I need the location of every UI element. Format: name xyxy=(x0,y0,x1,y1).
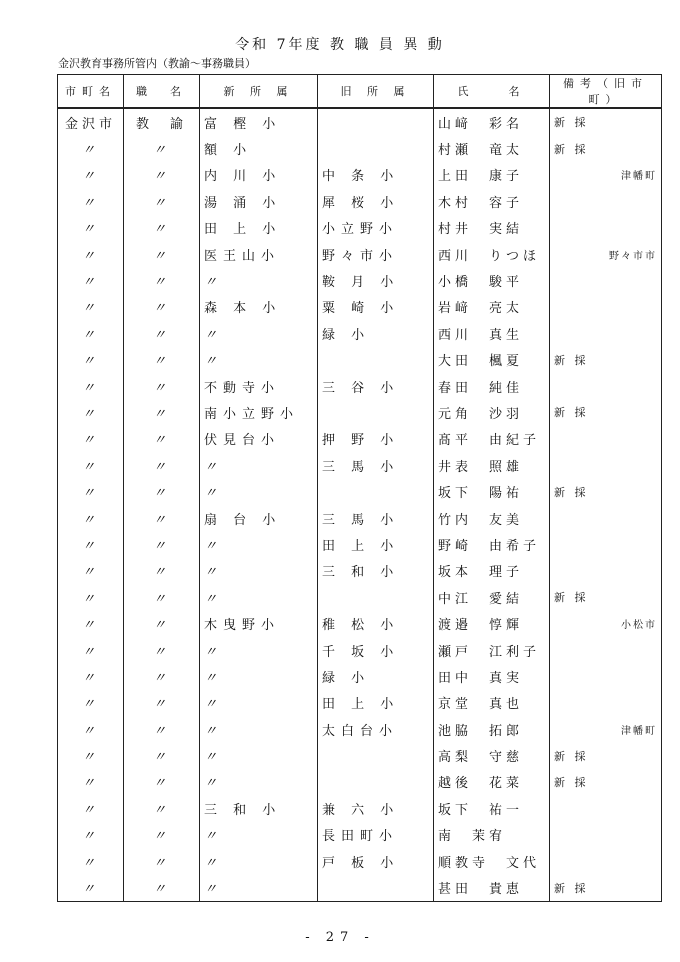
cell-name: 京堂 真也 xyxy=(434,690,550,716)
cell-position: 〃 xyxy=(124,215,200,241)
cell-position: 〃 xyxy=(124,347,200,373)
cell-city: 〃 xyxy=(58,215,124,241)
cell-note xyxy=(550,848,662,874)
cell-new-dept: 〃 xyxy=(200,690,318,716)
cell-city: 〃 xyxy=(58,188,124,214)
cell-city: 〃 xyxy=(58,584,124,610)
cell-city: 〃 xyxy=(58,373,124,399)
cell-new-dept: 〃 xyxy=(200,663,318,689)
cell-city: 〃 xyxy=(58,426,124,452)
cell-position: 〃 xyxy=(124,769,200,795)
cell-city: 〃 xyxy=(58,874,124,901)
cell-name: 池脇 拓郎 xyxy=(434,716,550,742)
cell-new-dept: 木曳野小 xyxy=(200,610,318,636)
cell-city: 〃 xyxy=(58,769,124,795)
table-row xyxy=(58,108,662,135)
cell-position: 〃 xyxy=(124,188,200,214)
cell-new-dept: 額 小 xyxy=(200,135,318,161)
cell-city: 〃 xyxy=(58,795,124,821)
table-row xyxy=(58,241,662,267)
cell-position: 〃 xyxy=(124,294,200,320)
cell-name: 大田 楓夏 xyxy=(434,347,550,373)
cell-name: 西川 りつほ xyxy=(434,241,550,267)
cell-note xyxy=(550,584,662,610)
table-row xyxy=(58,135,662,161)
cell-old-dept: 三 和 小 xyxy=(318,558,434,584)
cell-note xyxy=(550,874,662,901)
table-row xyxy=(58,215,662,241)
cell-name: 髙平 由紀子 xyxy=(434,426,550,452)
cell-city: 〃 xyxy=(58,347,124,373)
cell-old-dept xyxy=(318,742,434,768)
cell-name: 中江 愛結 xyxy=(434,584,550,610)
cell-position: 〃 xyxy=(124,267,200,293)
cell-city: 〃 xyxy=(58,558,124,584)
note-text: 新 採 xyxy=(554,116,589,130)
cell-position: 〃 xyxy=(124,584,200,610)
cell-old-dept xyxy=(318,108,434,135)
cell-new-dept: 〃 xyxy=(200,822,318,848)
document-subtitle: 金沢教育事務所管内（教諭～事務職員） xyxy=(58,57,256,70)
cell-new-dept: 不動寺小 xyxy=(200,373,318,399)
table-row xyxy=(58,795,662,821)
cell-new-dept: 〃 xyxy=(200,320,318,346)
note-text: 新 採 xyxy=(554,591,589,605)
former-municipality: 津幡町 xyxy=(621,725,657,737)
cell-position: 〃 xyxy=(124,558,200,584)
cell-note xyxy=(550,294,662,320)
cell-city: 〃 xyxy=(58,478,124,504)
table-row xyxy=(58,822,662,848)
cell-name: 坂下 祐一 xyxy=(434,795,550,821)
cell-new-dept: 〃 xyxy=(200,584,318,610)
cell-note xyxy=(550,610,662,636)
cell-note xyxy=(550,531,662,557)
note-text: 新 採 xyxy=(554,749,589,763)
cell-new-dept: 〃 xyxy=(200,531,318,557)
cell-name: 村井 実結 xyxy=(434,215,550,241)
cell-old-dept: 中 条 小 xyxy=(318,162,434,188)
cell-old-dept xyxy=(318,584,434,610)
document-title: 令和 7年度 教 職 員 異 動 xyxy=(235,37,445,53)
cell-old-dept: 田 上 小 xyxy=(318,531,434,557)
cell-city: 〃 xyxy=(58,637,124,663)
cell-position: 〃 xyxy=(124,716,200,742)
table-row xyxy=(58,742,662,768)
cell-new-dept: 〃 xyxy=(200,452,318,478)
table-row xyxy=(58,452,662,478)
table-row xyxy=(58,478,662,504)
table-row xyxy=(58,373,662,399)
cell-position: 〃 xyxy=(124,663,200,689)
cell-name: 南 茉宥 xyxy=(434,822,550,848)
cell-position: 〃 xyxy=(124,135,200,161)
cell-old-dept: 田 上 小 xyxy=(318,690,434,716)
cell-name: 上田 康子 xyxy=(434,162,550,188)
cell-new-dept: 伏見台小 xyxy=(200,426,318,452)
header-position: 職 名 xyxy=(124,75,200,109)
cell-old-dept: 緑 小 xyxy=(318,663,434,689)
cell-city: 〃 xyxy=(58,610,124,636)
header-old-dept: 旧 所 属 xyxy=(318,75,434,109)
cell-note xyxy=(550,162,662,188)
transfer-table xyxy=(57,74,662,902)
cell-city: 金沢市 xyxy=(58,108,124,135)
cell-new-dept: 扇 台 小 xyxy=(200,505,318,531)
table-row xyxy=(58,637,662,663)
cell-name: 元角 沙羽 xyxy=(434,399,550,425)
cell-old-dept: 三 谷 小 xyxy=(318,373,434,399)
cell-new-dept: 〃 xyxy=(200,478,318,504)
cell-position: 〃 xyxy=(124,822,200,848)
cell-name: 村瀬 竜太 xyxy=(434,135,550,161)
cell-old-dept: 太白台小 xyxy=(318,716,434,742)
cell-new-dept: 内 川 小 xyxy=(200,162,318,188)
cell-note xyxy=(550,795,662,821)
note-text: 新 採 xyxy=(554,881,589,895)
cell-new-dept: 〃 xyxy=(200,347,318,373)
cell-old-dept: 兼 六 小 xyxy=(318,795,434,821)
cell-city: 〃 xyxy=(58,663,124,689)
cell-name: 木村 容子 xyxy=(434,188,550,214)
cell-position: 教 諭 xyxy=(124,108,200,135)
cell-new-dept: 富 樫 小 xyxy=(200,108,318,135)
table-row xyxy=(58,162,662,188)
note-text: 新 採 xyxy=(554,406,589,420)
cell-note xyxy=(550,135,662,161)
cell-position: 〃 xyxy=(124,241,200,267)
cell-old-dept xyxy=(318,478,434,504)
cell-name: 井表 照雄 xyxy=(434,452,550,478)
cell-old-dept: 犀 桜 小 xyxy=(318,188,434,214)
cell-city: 〃 xyxy=(58,294,124,320)
header-city: 市町名 xyxy=(58,75,124,109)
cell-position: 〃 xyxy=(124,874,200,901)
table-row xyxy=(58,505,662,531)
cell-new-dept: 〃 xyxy=(200,558,318,584)
cell-new-dept: 湯 涌 小 xyxy=(200,188,318,214)
cell-new-dept: 医王山小 xyxy=(200,241,318,267)
cell-position: 〃 xyxy=(124,162,200,188)
cell-name: 山﨑 彩名 xyxy=(434,108,550,135)
cell-name: 田中 真実 xyxy=(434,663,550,689)
cell-name: 甚田 貴恵 xyxy=(434,874,550,901)
cell-new-dept: 田 上 小 xyxy=(200,215,318,241)
cell-note xyxy=(550,373,662,399)
cell-note xyxy=(550,663,662,689)
cell-note xyxy=(550,716,662,742)
cell-old-dept: 三 馬 小 xyxy=(318,505,434,531)
table-row xyxy=(58,663,662,689)
cell-new-dept: 〃 xyxy=(200,848,318,874)
table-row xyxy=(58,426,662,452)
cell-note xyxy=(550,690,662,716)
table-body xyxy=(58,108,662,901)
table-row xyxy=(58,320,662,346)
header-name: 氏 名 xyxy=(434,75,550,109)
cell-name: 順教寺 文代 xyxy=(434,848,550,874)
cell-old-dept: 鞍 月 小 xyxy=(318,267,434,293)
cell-new-dept: 〃 xyxy=(200,874,318,901)
page-number: - 27 - xyxy=(305,930,375,945)
header-new-dept: 新 所 属 xyxy=(200,75,318,109)
cell-note xyxy=(550,399,662,425)
cell-position: 〃 xyxy=(124,505,200,531)
cell-position: 〃 xyxy=(124,399,200,425)
table-header-row xyxy=(58,75,662,109)
cell-old-dept: 粟 崎 小 xyxy=(318,294,434,320)
table-row xyxy=(58,399,662,425)
cell-old-dept: 稚 松 小 xyxy=(318,610,434,636)
cell-position: 〃 xyxy=(124,848,200,874)
table-row xyxy=(58,848,662,874)
cell-position: 〃 xyxy=(124,610,200,636)
cell-city: 〃 xyxy=(58,690,124,716)
cell-name: 岩﨑 亮太 xyxy=(434,294,550,320)
table-row xyxy=(58,294,662,320)
cell-name: 竹内 友美 xyxy=(434,505,550,531)
cell-note xyxy=(550,478,662,504)
cell-old-dept xyxy=(318,399,434,425)
table-row xyxy=(58,610,662,636)
cell-city: 〃 xyxy=(58,452,124,478)
cell-old-dept: 長田町小 xyxy=(318,822,434,848)
table-row xyxy=(58,874,662,901)
cell-city: 〃 xyxy=(58,742,124,768)
cell-new-dept: 〃 xyxy=(200,769,318,795)
cell-position: 〃 xyxy=(124,478,200,504)
cell-note xyxy=(550,742,662,768)
cell-position: 〃 xyxy=(124,531,200,557)
cell-position: 〃 xyxy=(124,637,200,663)
cell-name: 小橋 駿平 xyxy=(434,267,550,293)
cell-note xyxy=(550,215,662,241)
cell-city: 〃 xyxy=(58,267,124,293)
cell-old-dept xyxy=(318,769,434,795)
table-row xyxy=(58,558,662,584)
cell-name: 春田 純佳 xyxy=(434,373,550,399)
note-text: 新 採 xyxy=(554,353,589,367)
table-row xyxy=(58,584,662,610)
cell-new-dept: 〃 xyxy=(200,267,318,293)
cell-city: 〃 xyxy=(58,848,124,874)
cell-position: 〃 xyxy=(124,320,200,346)
cell-name: 渡邉 惇輝 xyxy=(434,610,550,636)
cell-position: 〃 xyxy=(124,795,200,821)
table-row xyxy=(58,716,662,742)
cell-note xyxy=(550,347,662,373)
cell-name: 瀬戸 江利子 xyxy=(434,637,550,663)
cell-name: 野崎 由希子 xyxy=(434,531,550,557)
cell-new-dept: 〃 xyxy=(200,637,318,663)
former-municipality: 小松市 xyxy=(621,620,657,632)
table-row xyxy=(58,267,662,293)
table-row xyxy=(58,531,662,557)
cell-city: 〃 xyxy=(58,505,124,531)
cell-name: 越後 花菜 xyxy=(434,769,550,795)
cell-old-dept xyxy=(318,874,434,901)
table-row xyxy=(58,347,662,373)
note-text: 新 採 xyxy=(554,485,589,499)
cell-note xyxy=(550,769,662,795)
cell-old-dept: 千 坂 小 xyxy=(318,637,434,663)
table-row xyxy=(58,769,662,795)
cell-new-dept: 森 本 小 xyxy=(200,294,318,320)
cell-name: 坂下 陽祐 xyxy=(434,478,550,504)
cell-note xyxy=(550,241,662,267)
cell-note xyxy=(550,426,662,452)
cell-note xyxy=(550,188,662,214)
table-row xyxy=(58,690,662,716)
cell-old-dept: 小立野小 xyxy=(318,215,434,241)
cell-old-dept: 三 馬 小 xyxy=(318,452,434,478)
cell-city: 〃 xyxy=(58,162,124,188)
cell-name: 西川 真生 xyxy=(434,320,550,346)
note-text: 新 採 xyxy=(554,775,589,789)
cell-note xyxy=(550,452,662,478)
cell-note xyxy=(550,822,662,848)
cell-city: 〃 xyxy=(58,135,124,161)
former-municipality: 津幡町 xyxy=(621,171,657,183)
cell-position: 〃 xyxy=(124,426,200,452)
cell-name: 坂本 理子 xyxy=(434,558,550,584)
cell-city: 〃 xyxy=(58,241,124,267)
table-row xyxy=(58,188,662,214)
cell-old-dept: 野々市小 xyxy=(318,241,434,267)
cell-position: 〃 xyxy=(124,690,200,716)
cell-note xyxy=(550,267,662,293)
cell-note xyxy=(550,108,662,135)
cell-city: 〃 xyxy=(58,716,124,742)
cell-old-dept: 緑 小 xyxy=(318,320,434,346)
cell-position: 〃 xyxy=(124,452,200,478)
cell-new-dept: 〃 xyxy=(200,716,318,742)
cell-old-dept: 戸 板 小 xyxy=(318,848,434,874)
cell-city: 〃 xyxy=(58,822,124,848)
cell-old-dept xyxy=(318,135,434,161)
cell-position: 〃 xyxy=(124,742,200,768)
cell-old-dept: 押 野 小 xyxy=(318,426,434,452)
cell-note xyxy=(550,558,662,584)
cell-note xyxy=(550,505,662,531)
cell-note xyxy=(550,320,662,346)
cell-name: 高梨 守慈 xyxy=(434,742,550,768)
cell-note xyxy=(550,637,662,663)
cell-new-dept: 南小立野小 xyxy=(200,399,318,425)
cell-old-dept xyxy=(318,347,434,373)
former-municipality: 野々市市 xyxy=(609,250,657,262)
cell-new-dept: 三 和 小 xyxy=(200,795,318,821)
cell-position: 〃 xyxy=(124,373,200,399)
cell-city: 〃 xyxy=(58,531,124,557)
cell-city: 〃 xyxy=(58,399,124,425)
cell-new-dept: 〃 xyxy=(200,742,318,768)
header-note: 備考（旧市町） xyxy=(550,75,662,109)
cell-city: 〃 xyxy=(58,320,124,346)
note-text: 新 採 xyxy=(554,142,589,156)
